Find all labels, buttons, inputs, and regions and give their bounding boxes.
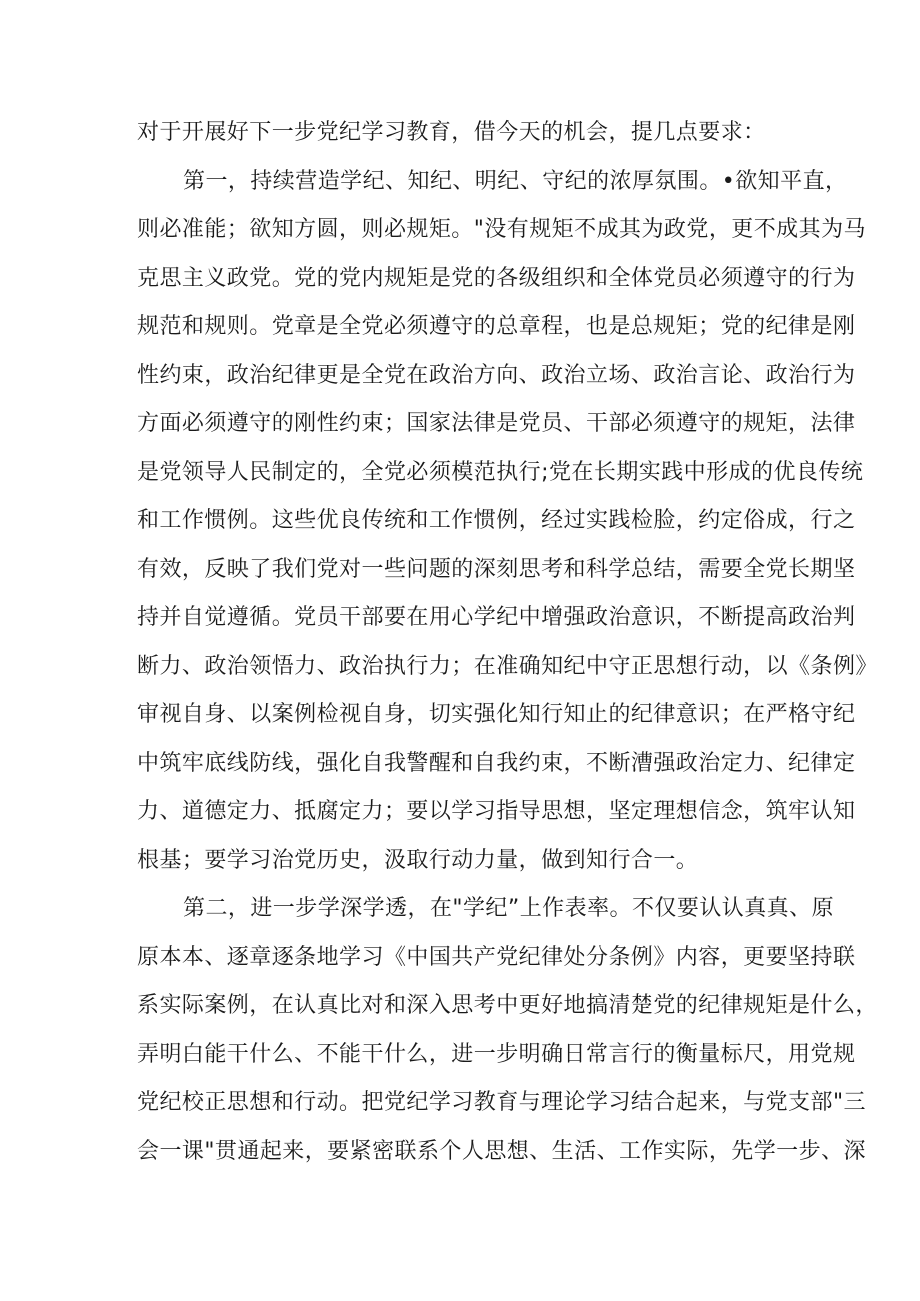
text-line: 力、道德定力、抵腐定力；要以学习指导思想，坚定理想信念，筑牢认知 (137, 799, 856, 824)
text-line: 方面必须遵守的刚性约束；国家法律是党员、干部必须遵守的规矩，法律 (137, 411, 856, 436)
text-line: 克思主义政党。党的党内规矩是党的各级组织和全体党员必须遵守的行为 (137, 266, 856, 291)
text-line: 对于开展好下一步党纪学习教育，借今天的机会，提几点要求： (137, 120, 766, 145)
text-line: 会一课"贯通起来，要紧密联系个人思想、生活、工作实际，先学一步、深 (137, 1139, 866, 1164)
text-line: 中筑牢底线防线，强化自我警醒和自我约束，不断漕强政治定力、纪律定 (137, 751, 856, 776)
text-line: 党纪校正思想和行动。把党纪学习教育与理论学习结合起来，与党支部"三 (137, 1090, 866, 1115)
text-line: 性约束，政治纪律更是全党在政治方向、政治立场、政治言论、政治行为 (137, 363, 856, 388)
text-line: 弄明白能干什么、不能干什么，进一步明确日常言行的衡量标尺，用党规 (137, 1042, 856, 1067)
text-line: 持并自觉遵循。党员干部要在用心学纪中增强政治意识，不断提高政治判 (137, 605, 856, 630)
text-line: 根基；要学习治党历史，汲取行动力量，做到知行合一。 (137, 848, 699, 873)
text-line: 系实际案例，在认真比对和深入思考中更好地搞清楚党的纪律规矩是什么， (137, 993, 878, 1018)
text-line: 审视自身、以案例检视自身，切实强化知行知止的纪律意识；在严格守纪 (137, 702, 856, 727)
text-line: 是党领导人民制定的，全党必须模范执行;党在长期实践中形成的优良传统 (137, 460, 864, 485)
text-line: 断力、政治领悟力、政治执行力；在准确知纪中守正思想行动，以《条例》 (137, 654, 878, 679)
text-line: 第一，持续营造学纪、知纪、明纪、守纪的浓厚氛围。•欲知平直， (183, 169, 848, 194)
text-line: 有效，反映了我们党对一些问题的深刻思考和科学总结，需要全党长期坚 (137, 557, 856, 582)
text-line: 则必准能；欲知方圆，则必规矩。"没有规矩不成其为政党，更不成其为马 (137, 217, 866, 242)
text-line: 原本本、逐章逐条地学习《中国共产党纪律处分条例》内容，更要坚持联 (137, 945, 856, 970)
text-line: 规范和规则。党章是全党必须遵守的总章程，也是总规矩；党的纪律是刚 (137, 314, 856, 339)
text-line: 第二，进一步学深学透，在"学纪”上作表率。不仅要认认真真、原 (183, 896, 835, 921)
text-line: 和工作惯例。这些优良传统和工作惯例，经过实践检脸，约定俗成，行之 (137, 508, 856, 533)
